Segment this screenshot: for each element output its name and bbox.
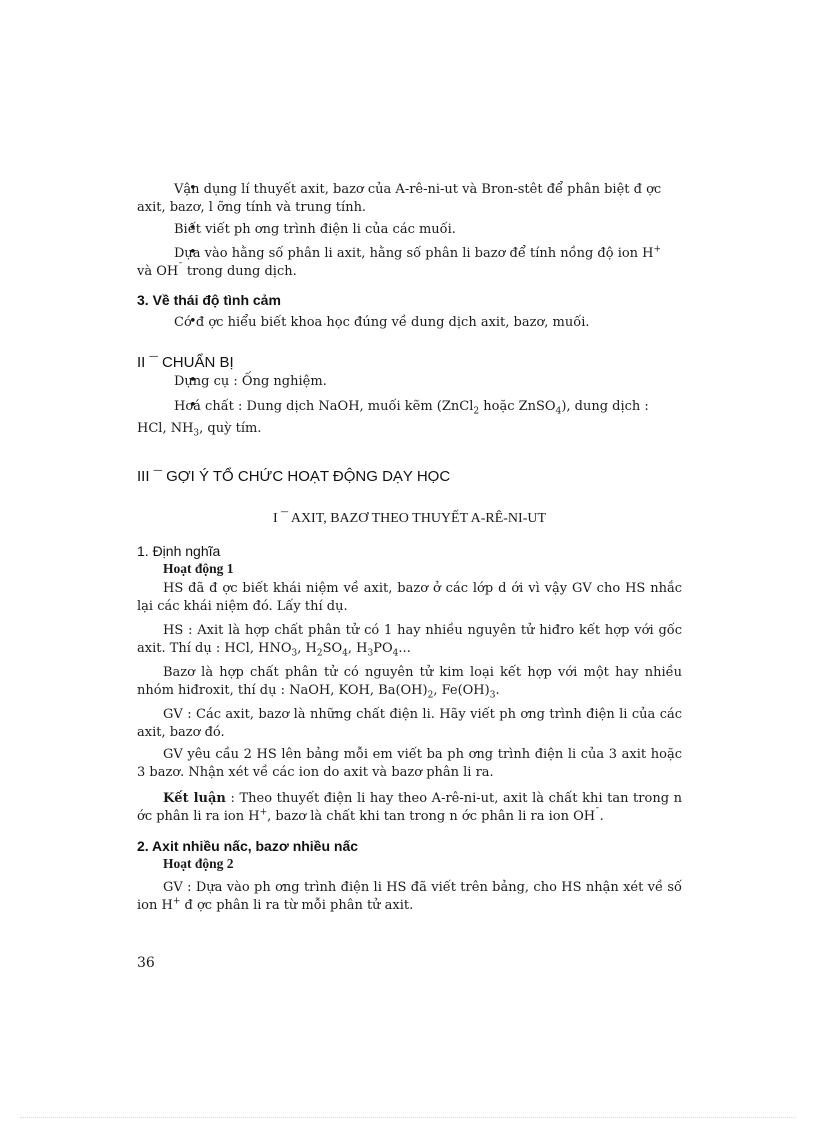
bullet-item <box>137 220 682 239</box>
bullet-text: • Biết viết ph ơng trình điện li của các muối. <box>137 220 682 239</box>
bullet-text: • Hoá chất : Dung dịch NaOH, muối kẽm (ZnCl$_2$ hoặc ZnSO$_4$), dung dịch : <box>137 397 682 416</box>
part-I <box>137 510 682 528</box>
section-heading: 3. Về thái độ tình cảm <box>137 292 281 308</box>
bullet-item <box>137 244 682 281</box>
paragraph: GV : Dựa vào ph ơng trình điện li HS đã viết trên bảng, cho HS nhận xét về số ion H+ đ ợc phân li ra từ mỗi phân tử axit. <box>137 880 682 913</box>
section-3 <box>137 291 682 332</box>
bullet-text-cont: và OH¯ trong dung dịch. <box>137 262 297 279</box>
bullet-text-cont: axit, bazơ, l ỡng tính và trung tính. <box>137 200 367 215</box>
subsection-2 <box>137 837 682 915</box>
paragraph: Bazơ là hợp chất phân tử có nguyên tử kim loại kết hợp với một hay nhiều nhóm hiđroxit, thí dụ : NaOH, KOH, $Ba(OH)_2$, $Fe(OH)_3$. <box>137 665 682 701</box>
activity-label: Hoạt động 2 <box>163 856 234 871</box>
page-bottom-divider <box>20 1117 796 1118</box>
bullet-text: • Vận dụng lí thuyết axit, bazơ của A-rê-ni-ut và Bron-stêt để phân biệt đ ợc <box>137 180 682 199</box>
bullet-text-cont: HCl, $NH_3$, quỳ tím. <box>137 421 262 439</box>
bullet-text: • Dụng cụ : Ống nghiệm. <box>137 372 682 391</box>
subsection-heading: 1. Định nghĩa <box>137 543 221 559</box>
bullet-text: • Có đ ợc hiểu biết khoa học đúng về dung dịch axit, bazơ, muối. <box>137 313 682 332</box>
section-heading: II ¯ CHUẨN BỊ <box>137 354 234 371</box>
page-number: 36 <box>137 955 155 971</box>
conclusion-paragraph: Kết luận : Theo thuyết điện li hay theo A-rê-ni-ut, axit là chất khi tan trong n ớc phân li ra ion H+, bazơ là chất khi tan trong n ớc phân li ra ion OH¯. <box>137 791 682 824</box>
bullet-item <box>137 180 682 217</box>
subsection-1 <box>137 542 682 826</box>
section-III <box>137 468 682 486</box>
paragraph: HS đã đ ợc biết khái niệm về axit, bazơ ở các lớp d ới vì vậy GV cho HS nhắc lại các khái niệm đó. Lấy thí dụ. <box>137 581 682 614</box>
paragraph: GV yêu cầu 2 HS lên bảng mỗi em viết ba ph ơng trình điện li của 3 axit hoặc 3 bazơ. Nhận xét về các ion do axit và bazơ phân li ra. <box>137 747 682 780</box>
activity-label: Hoạt động 1 <box>163 561 234 576</box>
subsection-heading: 2. Axit nhiều nấc, bazơ nhiều nấc <box>137 838 359 854</box>
section-II <box>137 354 682 438</box>
part-title: I ¯ AXIT, BAZƠ THEO THUYẾT A-RÊ-NI-UT <box>272 511 547 526</box>
section-heading: III ¯ GỢI Ý TỔ CHỨC HOẠT ĐỘNG DẠY HỌC <box>137 468 451 485</box>
paragraph: HS : Axit là hợp chất phân tử có 1 hay nhiều nguyên tử hiđro kết hợp với gốc axit. Thí dụ : HCl, $HNO_3$, $H_2SO_4$, $H_3PO_4$... <box>137 623 682 659</box>
bullet-text: • Dựa vào hằng số phân li axit, hằng số phân li bazơ để tính nồng độ ion H+ <box>137 244 682 263</box>
conclusion-label: Kết luận <box>163 791 226 806</box>
paragraph: GV : Các axit, bazơ là những chất điện li. Hãy viết ph ơng trình điện li của các axit, bazơ đó. <box>137 707 682 740</box>
